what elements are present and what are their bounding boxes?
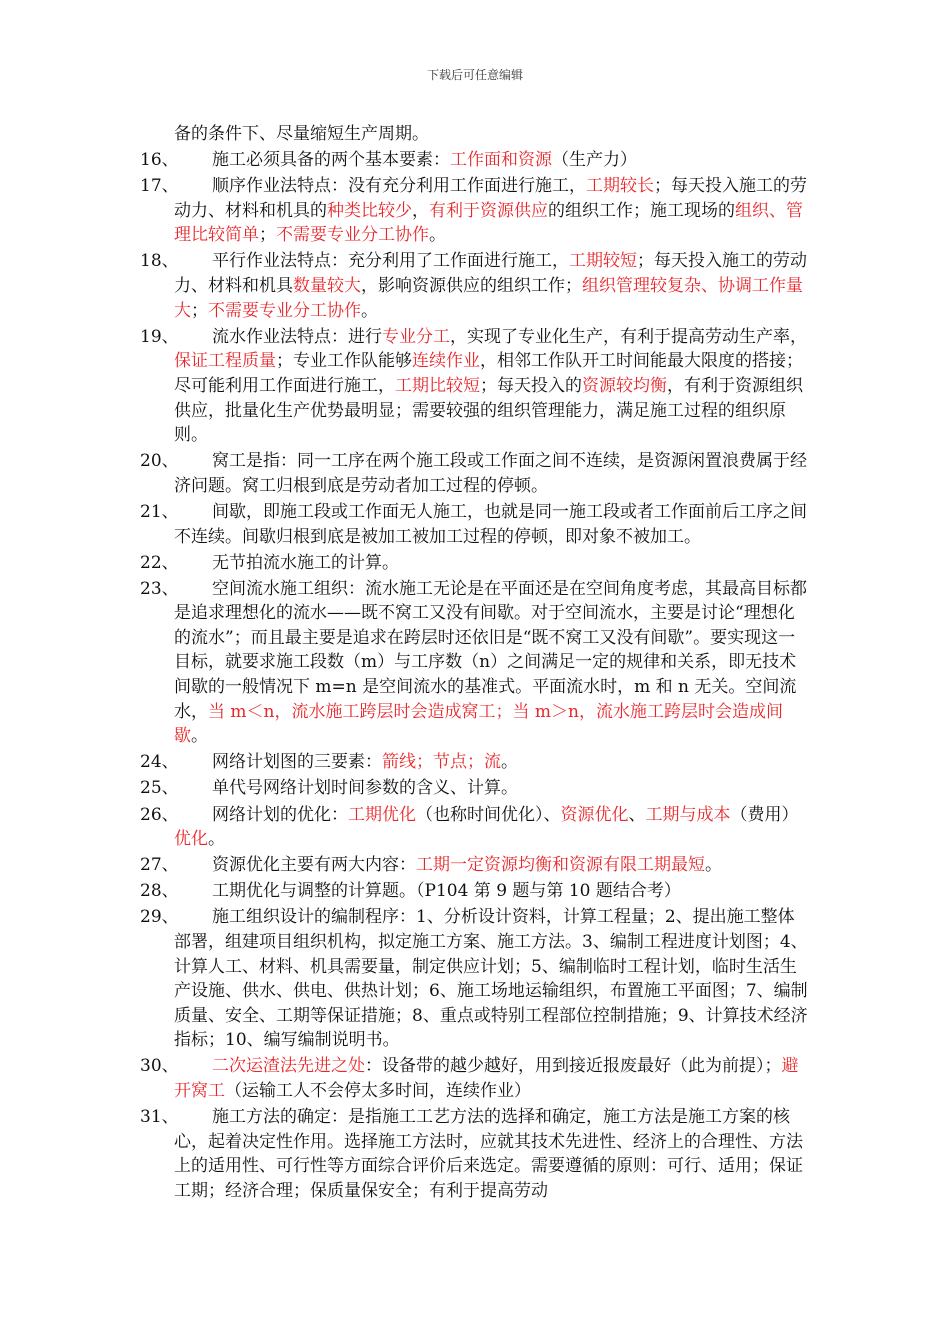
body-text: 无节拍流水施工的计算。 (212, 552, 399, 573)
body-text: 、 (628, 804, 646, 825)
item-number: 25、 (140, 778, 179, 799)
body-text: 施工组织设计的编制程序：1、分析设计资料，计算工程量；2、提出施工整体部署，组建项目组织机构，拟定施工方案、施工方法。3、编制工程进度计划图；4、计算人工、材料、机具需要量，制定供应计划；5、编制临时工程计划，临时生活生产设施、供水、供电、供热计划；6、施工场地运输组织，布置施工平面图；7、编制质量、安全、工期等保证措施；8、重点或特别工程部位控制措施；9、计算技术经济指标；10、编写编制说明书。 (174, 907, 808, 1051)
body-text: 网络计划的优化： (212, 804, 348, 825)
list-item (140, 148, 808, 173)
body-text: （生产力） (552, 150, 637, 171)
highlighted-text: 工期与成本 (645, 804, 731, 825)
list-item (140, 803, 808, 852)
highlighted-text: 工期一定资源均衡和资源有限工期最短 (416, 855, 705, 876)
highlighted-text: 种类比较少 (327, 200, 412, 221)
body-text: ； (259, 225, 276, 246)
document-body (140, 122, 808, 1205)
body-text: 间歇，即施工段或工作面无人施工，也就是同一施工段或者工作面前后工序之间不连续。间歇归根到底是被加工被加工过程的停顿，即对象不被加工。 (174, 501, 807, 547)
highlighted-text: 组织、管理比较简单 (174, 200, 803, 246)
item-number: 26、 (140, 804, 179, 825)
highlighted-text: 二次运渣法先进之处 (212, 1056, 365, 1077)
body-text: 施工方法的确定：是指施工工艺方法的选择和确定，施工方法是施工方案的核心，起着决定性作用。选择施工方法时，应就其技术先进性、经济上的合理性、方法上的适用性、可行性等方面综合评价后来选定。需要遵循的原则：可行、适用；保证工期；经济合理；保质量保安全；有利于提高劳动 (174, 1107, 803, 1201)
body-text: （也称时间优化）、 (416, 804, 561, 825)
body-text: ，实现了专业化生产，有利于提高劳动生产率， (450, 326, 807, 347)
highlighted-text: 保证工程质量 (174, 351, 276, 372)
body-text: 。 (361, 300, 378, 321)
list-item-continuation (140, 122, 808, 147)
list-item (140, 879, 808, 904)
list-item (140, 249, 808, 323)
highlighted-text: 专业分工 (382, 326, 450, 347)
item-number: 22、 (140, 552, 179, 573)
body-text: ，影响资源供应的组织工作； (361, 276, 582, 297)
item-number: 16、 (140, 150, 179, 171)
body-text: ；专业工作队能够 (276, 351, 412, 372)
body-text: 网络计划图的三要素： (212, 752, 382, 773)
body-text: 流水作业法特点：进行 (212, 326, 382, 347)
highlighted-text: 工期较长 (586, 176, 654, 197)
list-item (140, 1105, 808, 1203)
body-text: ，相邻工作队开工时间能最大限度的搭接；尽可能利用工作面进行施工， (174, 351, 803, 396)
highlighted-text: 工期比较短 (395, 375, 480, 396)
body-text: 。 (191, 726, 208, 747)
highlighted-text: 箭线；节点；流 (382, 752, 501, 773)
body-text: 。 (429, 225, 446, 246)
item-number: 24、 (140, 752, 179, 773)
body-text: 。 (705, 855, 722, 876)
item-number: 17、 (140, 176, 179, 197)
body-text: ；每天投入施工的劳动力、材料和机具 (174, 251, 807, 297)
item-number: 31、 (140, 1107, 179, 1128)
highlighted-text: 不需要专业分工协作 (276, 225, 429, 246)
highlighted-text: 不需要专业分工协作 (208, 300, 361, 321)
highlighted-text: 连续作业 (412, 351, 480, 372)
body-text: 窝工是指：同一工序在两个施工段或工作面之间不连续，是资源闲置浪费属于经济问题。窝工归根到底是劳动者加工过程的停顿。 (174, 451, 807, 496)
highlighted-text: 工期较短 (569, 251, 637, 272)
body-text: 。 (208, 829, 225, 850)
body-text: ；每天投入施工的劳动力、材料和机具的 (174, 176, 807, 221)
body-text: 备的条件下、尽量缩短生产周期。 (174, 124, 429, 144)
body-text: ，有利于资源组织供应，批量化生产优势最明显；需要较强的组织管理能力，满足施工过程的组织原则。 (174, 375, 803, 446)
item-number: 18、 (140, 251, 179, 272)
list-item (140, 905, 808, 1053)
list-item (140, 449, 808, 498)
body-text: ：设备带的越少越好，用到接近报废最好（此为前提）； (365, 1056, 782, 1077)
body-text: 施工必须具备的两个基本要素： (212, 150, 450, 171)
list-item (140, 174, 808, 248)
body-text: 空间流水施工组织：流水施工无论是在平面还是在空间角度考虑，其最高目标都是追求理想化的流水——既不窝工又没有间歇。对于空间流水，主要是讨论“理想化的流水”；而且最主要是追求在跨层时还依旧是“既不窝工又没有间歇”。要实现这一目标，就要求施工段数（m）与工序数（n）之间满足一定的规律和关系，即无技术间歇的一般情况下 m=n 是空间流水的基准式。平面流水时，m 和 n 无关。空间流水， (174, 578, 807, 722)
item-number: 28、 (140, 881, 179, 902)
highlighted-text: 资源较均衡 (582, 375, 667, 396)
list-item (140, 577, 808, 749)
highlighted-text: 优化 (174, 829, 208, 850)
list-item (140, 325, 808, 448)
body-text: 的组织工作；施工现场的 (548, 200, 735, 221)
list-item (140, 750, 808, 775)
body-text: ； (191, 300, 208, 321)
highlighted-text: 数量较大 (293, 276, 361, 297)
item-number: 29、 (140, 907, 179, 928)
list-item (140, 776, 808, 801)
item-number: 27、 (140, 855, 179, 876)
list-item (140, 853, 808, 878)
highlighted-text: 避开窝工 (174, 1056, 799, 1102)
body-text: 单代号网络计划时间参数的含义、计算。 (212, 778, 518, 799)
body-text: ；每天投入的 (480, 375, 582, 396)
body-text: （费用） (730, 804, 799, 825)
item-number: 30、 (140, 1056, 179, 1077)
body-text: （运输工人不会停太多时间，连续作业） (225, 1081, 531, 1102)
item-number: 21、 (140, 501, 179, 522)
page-header: 下载后可任意编辑 (426, 68, 523, 82)
highlighted-text: 工作面和资源 (450, 150, 552, 171)
highlighted-text: 工期优化 (348, 804, 416, 825)
item-number: 19、 (140, 326, 179, 347)
body-text: ， (412, 200, 429, 221)
body-text: 工期优化与调整的计算题。（P104 第 9 题与第 10 题结合考） (212, 881, 681, 902)
body-text: 顺序作业法特点：没有充分利用工作面进行施工， (212, 176, 586, 197)
highlighted-text: 组织管理较复杂、协调工作量大 (174, 276, 803, 321)
list-item (140, 551, 808, 576)
highlighted-text: 有利于资源供应 (429, 200, 548, 221)
highlighted-text: 资源优化 (560, 804, 629, 825)
highlighted-text: 当 m＜n，流水施工跨层时会造成窝工；当 m＞n，流水施工跨层时会造成间歇 (174, 701, 783, 747)
list-item (140, 1054, 808, 1103)
body-text: 平行作业法特点：充分利用了工作面进行施工， (212, 251, 569, 272)
body-text: 资源优化主要有两大内容： (212, 855, 416, 876)
body-text: 。 (501, 752, 518, 773)
item-number: 23、 (140, 578, 179, 599)
item-number: 20、 (140, 451, 179, 472)
list-item (140, 500, 808, 549)
